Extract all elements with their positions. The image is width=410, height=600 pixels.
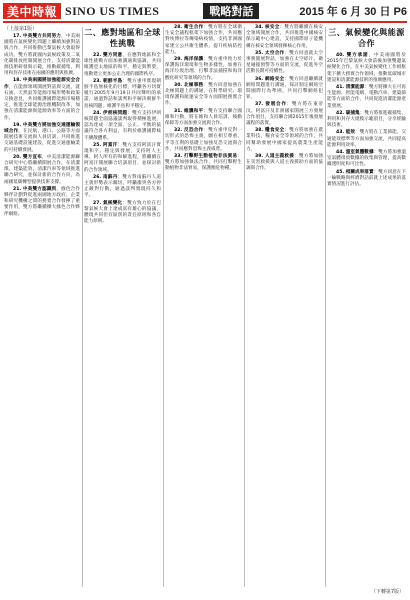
item-text: ：雙方同意加強在北極問題上的溝通，在科學研究、環境保護和航運安全等方面開展務實合作。 (165, 82, 242, 107)
article-item (246, 77, 323, 102)
column-5 (327, 25, 406, 189)
item-text: ：雙方將加強在農業科技、糧食安全等領域的合作，共同幫助發展中國家提高農業生產能力。 (246, 128, 323, 152)
column-2 (84, 25, 161, 226)
item-text: ，在應對地區和全球性挑戰方面加強溝通與協調，共同維護亞太地區的和平、穩定與繁榮，推動建立更加公正合理的國際秩序。 (84, 53, 161, 77)
article-item (84, 79, 161, 110)
item-text: ：雙方將在全球衛生安全議程框架下加強合作，共同應對埃博拉等傳染病疫情，支持非洲國家建立公共衛生體系，提升疾病防控能力。 (165, 25, 242, 55)
masthead-rule (3, 21, 407, 23)
item-lead: 23. 朝鮮半島 (93, 78, 123, 84)
item-lead: 34. 核安全 (255, 25, 280, 30)
article-item (84, 201, 161, 226)
item-text: ，中美兩國將於2015年巴黎氣候大會前後加強雙邊氣候變化合作，在中美氣候變化工作組框架下擴大務實合作領域，推動低碳城市建設和清潔能源技術的推廣應用。 (327, 53, 406, 83)
item-text: ：雙方同意繼續就網絡問題進行溝通，探討制定網絡空間國際行為準則，共同打擊網絡犯罪。 (246, 76, 323, 101)
item-lead: 37. 發展合作 (255, 102, 287, 108)
item-text: ，在民航、港口、公路等方面開展技術交流與人員培訓，共同推進交通基礎設施建設，促進交通運輸業的可持續發展。 (4, 129, 80, 153)
item-lead: 25. 阿富汗 (93, 142, 118, 148)
section-title: 戰略對話 (209, 5, 254, 18)
continued-from: （上接第1版） (4, 26, 38, 32)
article-item (84, 143, 161, 174)
item-lead: 38. 糧食安全 (255, 128, 285, 134)
item-lead: 41. 清潔能源 (336, 85, 365, 91)
column-1 (4, 25, 80, 219)
item-text: ：雙方將在工業節能、交通能效標準等方面加強交流，共同提高能源利用效率。 (327, 130, 406, 148)
item-text: ：雙方將擴大在可再生能源、智能電網、電動汽車、建築節能等方面的合作，共同促進清潔能源產業發展。 (327, 85, 406, 109)
brand-english: SINO US TIMES (65, 3, 160, 18)
article-item (4, 187, 80, 218)
item-text: ：雙方重申致力於保護海洋環境和生物多樣性，加強在海洋垃圾治理、打擊非法捕撈和海洋酸化研究等領域的合作。 (165, 57, 242, 81)
article-item (165, 57, 242, 82)
item-lead: 40. 雙方承諾 (336, 53, 369, 58)
newspaper-logo (3, 3, 61, 19)
article-item (165, 25, 242, 56)
item-lead: 19. 中美雙方將加強交通運輸領域合作 (4, 122, 80, 135)
column-4 (246, 25, 323, 174)
item-text: ：雙方將推進碳捕集、利用和封存大規模示範項目，分享經驗與技術。 (327, 110, 406, 129)
item-text: ：雙方重申反對一切形式的恐怖主義，願在相互尊重、平等互利的基礎上加強反恐交流與合作，共同應對恐怖主義威脅。 (165, 128, 242, 152)
article-item (327, 85, 406, 110)
article-item (165, 128, 242, 153)
article-item (4, 34, 80, 77)
article-item (165, 154, 242, 173)
item-lead: 30. 北極事務 (174, 82, 204, 88)
item-lead: 39. 人道主義救援 (255, 154, 295, 160)
item-text: ：雙方將在東帝汶、阿富汗及非洲國家開展三方發展合作項目，支持聯合國2015年後發展議程的落實。 (246, 102, 323, 127)
article-item (327, 130, 406, 149)
item-lead: 27. 氣候變化 (93, 200, 123, 206)
article-item (327, 53, 406, 84)
item-lead: 18. 中美兩國將加強能源安全合作 (4, 78, 80, 90)
article-item (165, 83, 242, 108)
article-item (327, 170, 406, 189)
item-lead: 26. 南蘇丹 (93, 174, 118, 180)
item-text: ：雙方致力於在巴黎氣候大會上達成富有雄心的協議，體現共同但有區別的責任原則和各自能力原則。 (84, 200, 161, 225)
item-lead: 21. 中美雙方認識到 (13, 186, 57, 192)
item-lead: 31. 維護和平 (174, 108, 204, 114)
item-text: ：雙方同意在下一輪戰略與經濟對話前就上述成果的落實情況進行評估。 (327, 169, 406, 188)
item-text: ：雙方支持阿富汗實現和平、穩定與發展，支持阿人主導、阿人所有的和解進程，將繼續在阿富汗開展聯合培訓項目，並探討新的合作領域。 (84, 142, 161, 173)
item-text: ，中美清潔能源聯合研究中心將繼續開展合作，在清潔煤、建築能效、清潔汽車等領域推進聯合研究，並探討新的合作方向，為兩國低碳轉型提供技術支撐。 (4, 154, 80, 185)
item-text: ：雙方同意就太空事務開展對話，加強在太空碎片、衛星碰撞預警等方面的交流，促進外空活動長期可持續性。 (246, 50, 323, 75)
article-item (84, 111, 161, 142)
item-lead: 45. 相關成果落實 (336, 169, 374, 175)
item-text: ：雙方將加強溫室氣體排放數據的收集與管理，提高數據透明度和可比性。 (327, 150, 406, 168)
item-lead: 36. 網絡安全 (255, 76, 285, 82)
item-lead: 32. 反恐合作 (174, 128, 204, 134)
article-item (4, 78, 80, 121)
item-lead: 33. 打擊野生動植物非法貿易 (174, 154, 238, 160)
item-text: ：雙方將加強在災害救援與人道主義援助方面的協調與合作。 (246, 154, 323, 172)
article-item (246, 128, 323, 153)
column-3 (165, 25, 242, 174)
item-text: ：雙方支持聯合國維和行動，將在維和人員培訓、後勤保障等方面加強交流與合作。 (165, 108, 242, 127)
item-lead: 42. 碳捕集 (336, 110, 360, 116)
brand-chinese: 美中時報 (7, 4, 58, 19)
section-tag (203, 3, 259, 19)
article-item (327, 150, 406, 169)
item-text: ：雙方將繼續在核安全領域開展合作，共同推進中國核安保示範中心建設，支持國際原子能機構在核安全領域發揮核心作用。 (246, 25, 323, 49)
article-item (327, 111, 406, 130)
issue-date-page: 2015 年 6 月 30 日 P6 (299, 6, 407, 18)
column-divider (82, 27, 83, 587)
item-text: ，在能源領域開展對話與交流，就石油、天然氣等能源市場形勢和政策交換意見，共同維護國際能源市場穩定，推進全球能源治理機制改革，加強在清潔能源與能源效率等方面的合作。 (4, 84, 80, 121)
column-divider (325, 27, 326, 587)
article-item (4, 123, 80, 154)
column-divider (244, 27, 245, 587)
article-item (4, 155, 80, 186)
item-lead: 20. 雙方宣布 (13, 154, 42, 160)
article-item (84, 175, 161, 200)
article-item (246, 102, 323, 127)
item-lead: 17. 中美雙方共同努力 (13, 34, 62, 39)
item-text: ，綠色合作夥伴計劃對促進兩國地方政府、企業和研究機構之間的務實合作發揮了重要作用，雙方將繼續擴大綠色合作夥伴網絡。 (4, 186, 80, 217)
article-item (246, 51, 323, 76)
article-item (165, 109, 242, 128)
article-item (84, 53, 161, 78)
masthead (3, 2, 407, 20)
item-text: ：雙方將加強執法合作，共同打擊野生動植物非法貿易，保護瀕危物種。 (165, 154, 242, 172)
item-lead: 28. 衛生合作 (174, 25, 204, 30)
continued-on: （下轉第7版） (370, 589, 404, 595)
item-text: ：雙方重申實現朝鮮半島無核化的目標，呼籲各方切實履行2005年9月19日共同聲明的承諾，通過對話和談判和平解決朝鮮半島核問題，維護半島和平穩定。 (84, 78, 161, 109)
article-item (246, 25, 323, 50)
item-lead: 44. 溫室氣體數據 (336, 150, 374, 156)
article-item (246, 154, 323, 173)
item-text: ：雙方支持伊朗核問題全面協議談判取得積極進展，認為達成一項全面、公正、平衡的協議符合各方利益，有利於維護國際核不擴散體系。 (84, 110, 161, 141)
section-heading: 二、應對地區和全球性挑戰 (84, 27, 161, 48)
column-divider (163, 27, 164, 587)
item-lead: 22. 雙方同意 (93, 53, 123, 58)
item-lead: 24. 伊朗核問題 (93, 110, 128, 116)
item-lead: 35. 太空合作 (255, 50, 285, 56)
section-heading: 三、氣候變化與能源合作 (328, 27, 405, 48)
item-lead: 43. 能效 (336, 130, 356, 136)
item-lead: 29. 海洋保護 (174, 57, 204, 63)
item-text: ，中美兩國將在氣候變化問題上繼續加強對話與合作，共同推動巴黎氣候大會取得成功。雙方將就國內氣候政策及二氧化碳排放控制開展合作，支持清潔能源技術研發與示範，推動碳捕集、利用和封存技術在兩國的應用與推廣。 (4, 34, 80, 77)
item-text: ：雙方對南蘇丹人道主義形勢表示關切，呼籲衝突各方停止敵對行動，通過談判實現持久和平。 (84, 174, 161, 199)
